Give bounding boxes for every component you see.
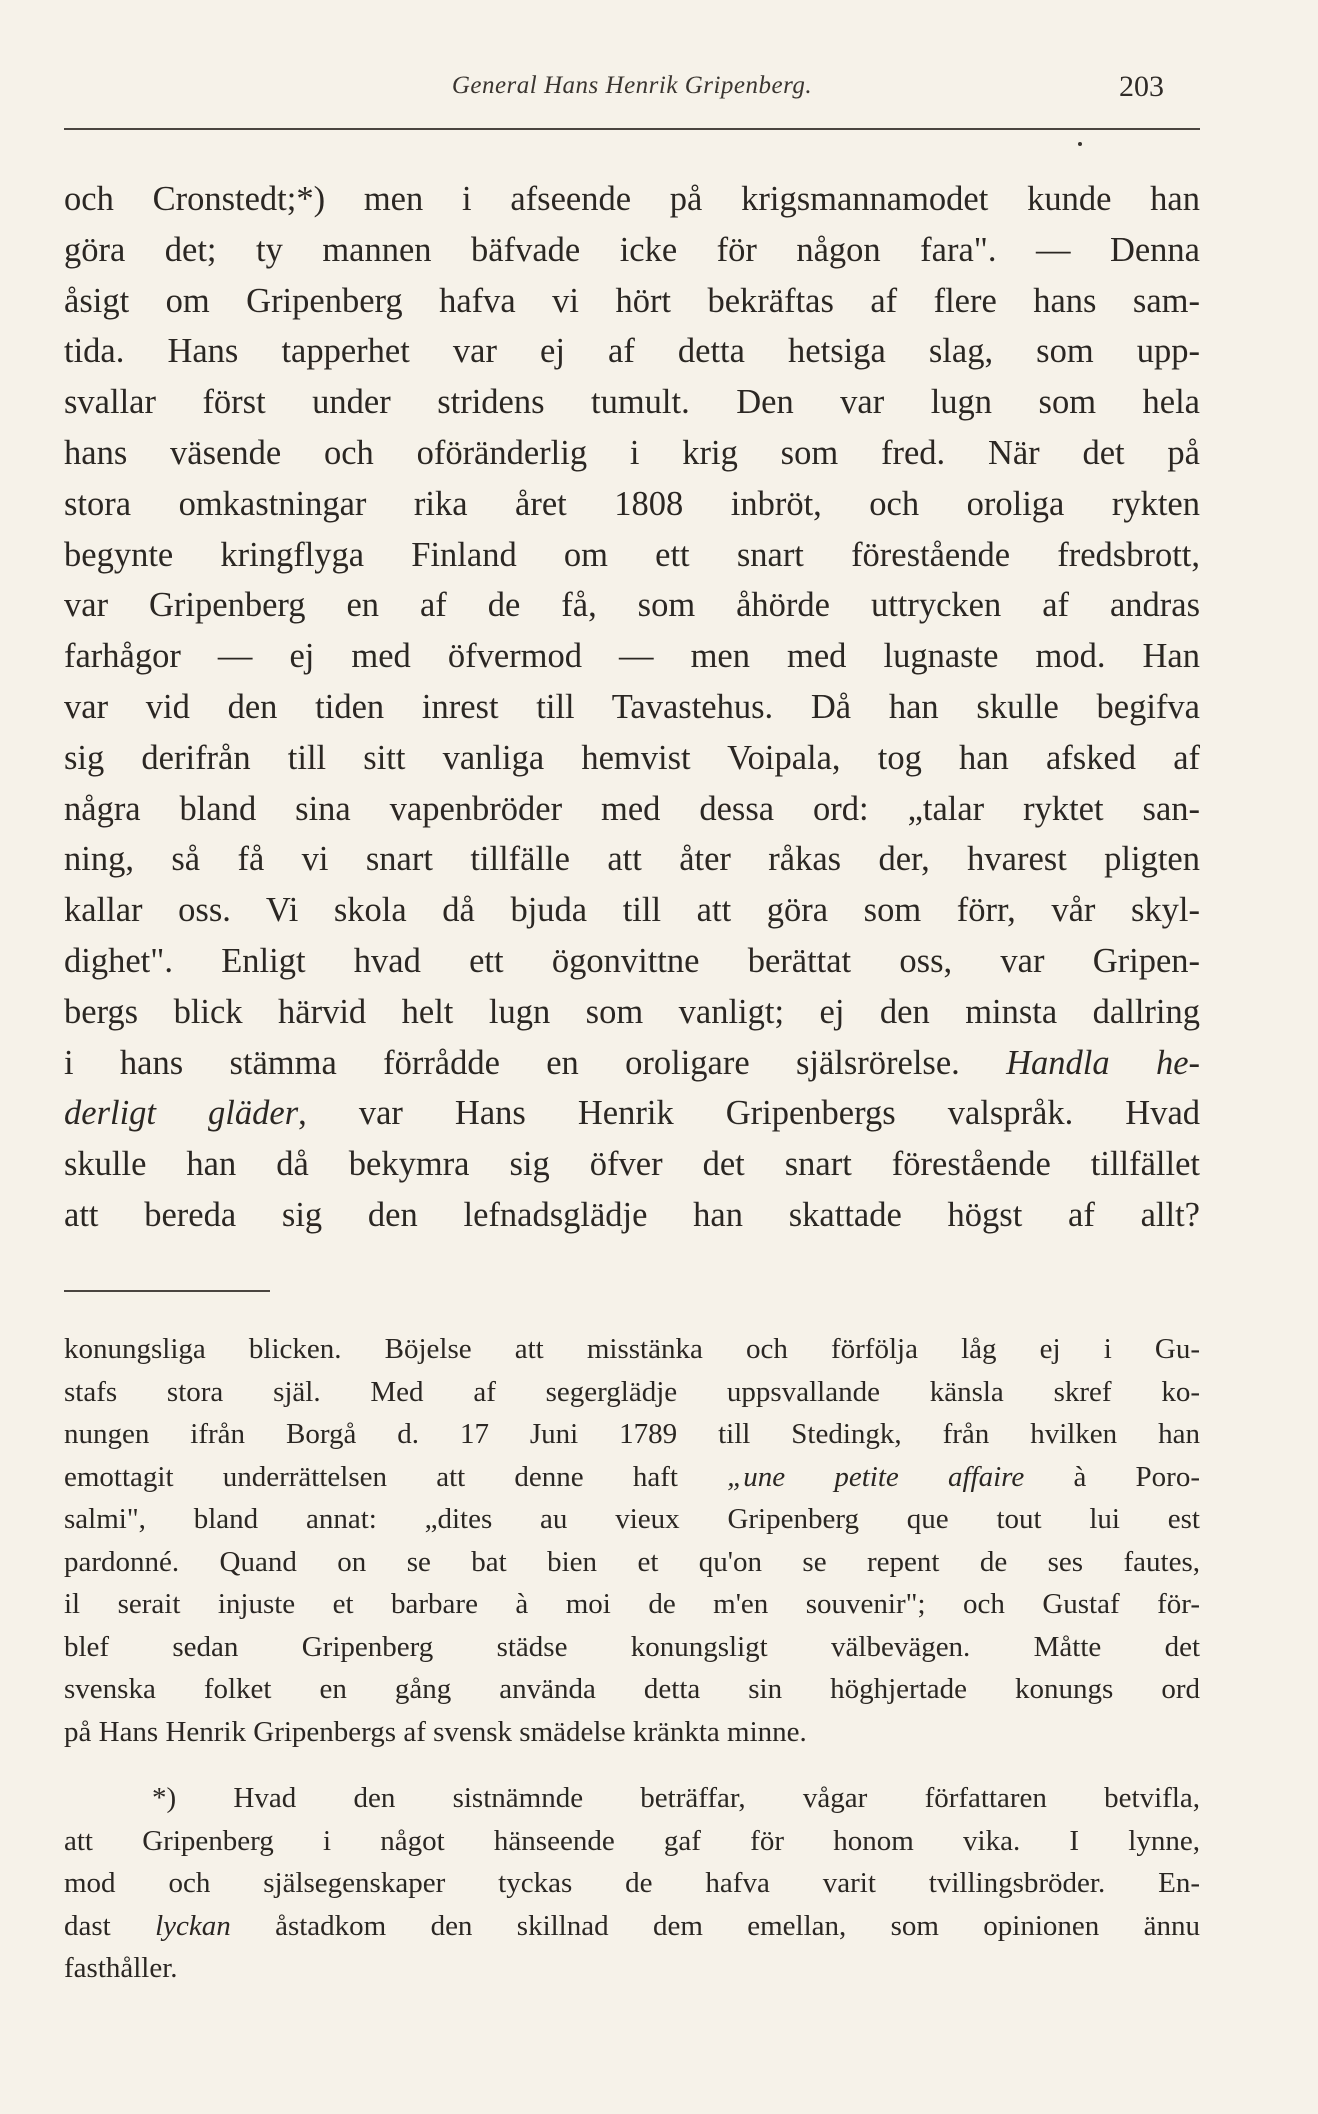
footnote-line: svenska folket en gång använda detta sin höghjertade konungs ord	[64, 1673, 1200, 1705]
text-segment: à Poro-	[1024, 1460, 1200, 1493]
footnote-line: nungen ifrån Borgå d. 17 Juni 1789 till Stedingk, från hvilken han	[64, 1418, 1200, 1450]
footnote-line: konungsliga blicken. Böjelse att misstänka och förfölja låg ej i Gu-	[64, 1333, 1200, 1365]
header-rule	[64, 128, 1200, 130]
running-title: General Hans Henrik Gripenberg.	[451, 72, 813, 99]
footnote-line: mod och själsegenskaper tyckas de hafva varit tvillingsbröder. En-	[64, 1867, 1200, 1899]
footnote-line: att Gripenberg i något hänseende gaf för honom vika. I lynne,	[64, 1824, 1200, 1857]
text-line: bergs blick härvid helt lugn som vanligt; ej den minsta dallring	[64, 992, 1200, 1031]
footnote-line: fasthåller.	[64, 1952, 178, 1984]
text-segment: , var Hans Henrik Gripenbergs valspråk. Hvad	[298, 1094, 1200, 1133]
stray-mark	[1078, 142, 1082, 146]
motto-italic: derligt gläder	[64, 1094, 299, 1133]
footnote-line: salmi", bland annat: „dites au vieux Gripenberg que tout lui est	[64, 1503, 1200, 1535]
text-line: ning, så få vi snart tillfälle att åter råkas der, hvarest pligten	[64, 840, 1200, 879]
text-line: skulle han då bekymra sig öfver det snart förestående tillfället	[64, 1145, 1200, 1184]
italic-word: lyckan	[155, 1909, 231, 1942]
text-segment: i hans stämma förrådde en oroligare själsrörelse.	[64, 1043, 1007, 1082]
text-line: att bereda sig den lefnadsglädje han skattade högst af allt?	[64, 1195, 1200, 1234]
text-line: stora omkastningar rika året 1808 inbröt, och oroliga rykten	[64, 484, 1200, 523]
text-segment: emottagit underrättelsen att denne haft	[64, 1460, 728, 1493]
text-line: och Cronstedt;*) men i afseende på krigsmannamodet kunde han	[64, 180, 1200, 218]
text-line: begynte kringflyga Finland om ett snart förestående fredsbrott,	[64, 535, 1200, 574]
footnote-line	[64, 1456, 1200, 1499]
footnote-line: stafs stora själ. Med af segerglädje uppsvallande känsla skref ko-	[64, 1375, 1200, 1408]
running-head	[64, 72, 1200, 112]
text-line: kallar oss. Vi skola då bjuda till att göra som förr, vår skyl-	[64, 891, 1200, 930]
footnotes	[64, 1328, 1200, 1990]
text-line: farhågor — ej med öfvermod — men med lugnaste mod. Han	[64, 637, 1200, 676]
text-line: svallar först under stridens tumult. Den var lugn som hela	[64, 383, 1200, 422]
text-line: några bland sina vapenbröder med dessa ord: „talar ryktet san-	[64, 789, 1200, 828]
footnote-line	[64, 1905, 1200, 1948]
footnote-line: il serait injuste et barbare à moi de m'en souvenir"; och Gustaf för-	[64, 1588, 1200, 1620]
text-line: hans väsende och oföränderlig i krig som fred. När det på	[64, 433, 1200, 472]
footnote-line: *) Hvad den sistnämnde beträffar, vågar författaren betvifla,	[152, 1782, 1200, 1814]
text-line: var vid den tiden inrest till Tavastehus. Då han skulle begifva	[64, 687, 1200, 726]
text-line: åsigt om Gripenberg hafva vi hört bekräftas af flere hans sam-	[64, 281, 1200, 320]
footnote-gap	[64, 1753, 1200, 1777]
text-line: sig derifrån till sitt vanliga hemvist Voipala, tog han afsked af	[64, 738, 1200, 777]
text-line: tida. Hans tapperhet var ej af detta hetsiga slag, som upp-	[64, 332, 1200, 371]
french-quote-italic: „une petite affaire	[727, 1460, 1025, 1493]
text-line	[64, 1038, 1200, 1089]
footnote-rule	[64, 1290, 270, 1292]
text-line	[64, 1088, 1200, 1139]
footnote-line: pardonné. Quand on se bat bien et qu'on se repent de ses fautes,	[64, 1545, 1200, 1578]
main-text	[64, 174, 1200, 1241]
text-segment: dast	[64, 1909, 156, 1942]
text-line: göra det; ty mannen bäfvade icke för någon fara". — Denna	[64, 230, 1200, 269]
footnote-line: på Hans Henrik Gripenbergs af svensk smädelse kränkta minne.	[64, 1715, 807, 1748]
text-segment: åstadkom den skillnad dem emellan, som opinionen ännu	[230, 1909, 1200, 1942]
motto-italic: Handla he-	[1006, 1043, 1200, 1082]
text-line: dighet". Enligt hvad ett ögonvittne berättat oss, var Gripen-	[64, 941, 1200, 980]
footnote-line: blef sedan Gripenberg städse konungsligt välbevägen. Måtte det	[64, 1630, 1200, 1663]
text-line: var Gripenberg en af de få, som åhörde uttrycken af andras	[64, 586, 1200, 625]
page-number: 203	[1119, 70, 1164, 103]
